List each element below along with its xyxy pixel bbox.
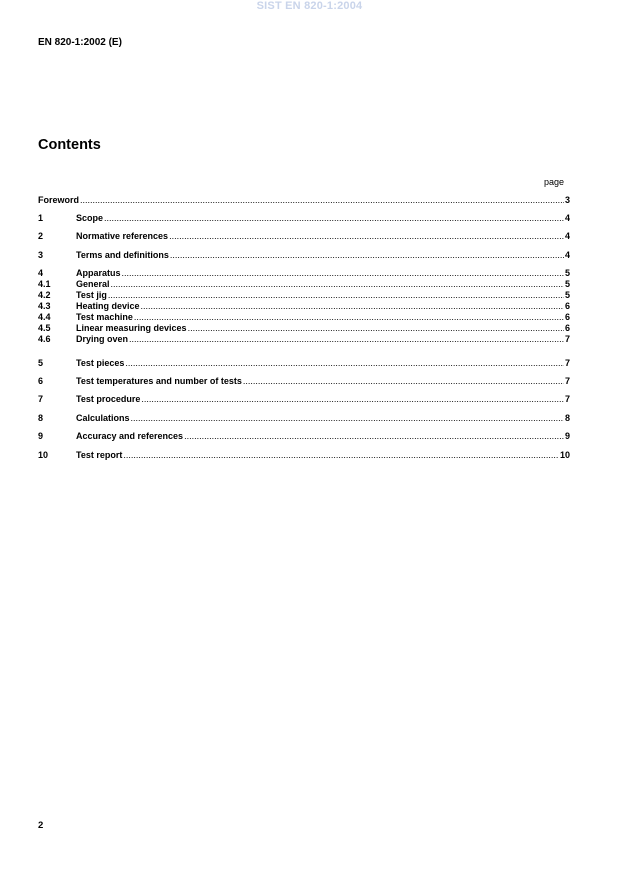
toc-entry-title: Linear measuring devices [76, 323, 187, 333]
toc-entry[interactable] [38, 413, 570, 424]
toc-leader-dots [123, 450, 559, 461]
toc-entry-page: 10 [559, 450, 570, 460]
toc-entry-number: 2 [38, 231, 44, 241]
watermark: SIST EN 820-1:2004 [256, 0, 363, 12]
toc-entry[interactable] [38, 290, 570, 301]
toc-leader-dots [125, 358, 564, 369]
toc-entry-title: Terms and definitions [76, 250, 169, 260]
toc-entry-number: 4.1 [38, 279, 51, 289]
toc-entry-page: 9 [564, 431, 570, 441]
toc-leader-dots [141, 394, 564, 405]
toc-leader-dots [122, 268, 564, 279]
toc-entry-page: 5 [564, 279, 570, 289]
toc-entry[interactable] [38, 376, 570, 387]
toc-entry-title: Calculations [76, 413, 130, 423]
toc-entry[interactable] [38, 431, 570, 442]
toc-entry-page: 7 [564, 376, 570, 386]
toc-entry-title: General [76, 279, 110, 289]
toc-entry-page: 4 [564, 250, 570, 260]
toc-entry-page: 5 [564, 268, 570, 278]
toc-leader-dots [141, 301, 564, 312]
toc-entry-number: 4.4 [38, 312, 51, 322]
toc-entry-number: 5 [38, 358, 44, 368]
toc-leader-dots [170, 250, 564, 261]
toc-leader-dots [188, 323, 564, 334]
toc-entry[interactable] [38, 213, 570, 224]
toc-leader-dots [243, 376, 564, 387]
toc-leader-dots [129, 334, 564, 345]
toc-leader-dots [108, 290, 564, 301]
toc-entry[interactable] [38, 301, 570, 312]
toc-entry[interactable] [38, 268, 570, 279]
toc-entry[interactable] [38, 312, 570, 323]
toc-entry[interactable] [38, 195, 570, 206]
toc-entry[interactable] [38, 250, 570, 261]
toc-entry-title: Test temperatures and number of tests [76, 376, 242, 386]
toc-entry[interactable] [38, 279, 570, 290]
toc-entry-page: 6 [564, 301, 570, 311]
contents-title: Contents [38, 137, 101, 153]
toc-entry-page: 7 [564, 394, 570, 404]
toc-entry-number: 6 [38, 376, 44, 386]
toc-entry-title: Test procedure [76, 394, 141, 404]
toc-entry-page: 4 [564, 213, 570, 223]
toc-entry-number: 1 [38, 213, 44, 223]
toc-entry-title: Drying oven [76, 334, 129, 344]
toc-entry-number: 4.5 [38, 323, 51, 333]
toc-entry-page: 7 [564, 358, 570, 368]
page-number: 2 [38, 820, 44, 831]
toc-entry-page: 8 [564, 413, 570, 423]
toc-entry-title: Normative references [76, 231, 169, 241]
toc-entry-title: Heating device [76, 301, 140, 311]
toc-entry[interactable] [38, 334, 570, 345]
toc-entry-title: Test report [76, 450, 123, 460]
toc-entry-title: Test machine [76, 312, 133, 322]
toc-entry-page: 6 [564, 312, 570, 322]
toc-entry-title: Test pieces [76, 358, 125, 368]
toc-entry-page: 5 [564, 290, 570, 300]
document-header: EN 820-1:2002 (E) [38, 37, 122, 48]
toc-entry-number: 4.2 [38, 290, 51, 300]
toc-leader-dots [104, 213, 564, 224]
toc-entry-number: 8 [38, 413, 44, 423]
toc-entry-number: 10 [38, 450, 49, 460]
toc-entry-page: 3 [564, 195, 570, 205]
toc-entry[interactable] [38, 358, 570, 369]
toc-entry-page: 4 [564, 231, 570, 241]
toc-entry-title: Apparatus [76, 268, 121, 278]
toc-leader-dots [169, 231, 564, 242]
toc-entry-number: 4 [38, 268, 44, 278]
toc-entry-number: 3 [38, 250, 44, 260]
toc-entry-page: 7 [564, 334, 570, 344]
toc-leader-dots [80, 195, 564, 206]
toc-entry-title: Foreword [38, 195, 80, 205]
toc-entry-number: 4.6 [38, 334, 51, 344]
toc-entry-title: Test jig [76, 290, 107, 300]
toc-entry[interactable] [38, 450, 570, 461]
toc-leader-dots [184, 431, 564, 442]
toc-entry-title: Scope [76, 213, 104, 223]
toc-entry[interactable] [38, 394, 570, 405]
toc-entry[interactable] [38, 323, 570, 334]
toc-leader-dots [111, 279, 564, 290]
toc-entry-page: 6 [564, 323, 570, 333]
page-column-label: page [544, 177, 565, 187]
toc-entry-number: 9 [38, 431, 44, 441]
toc-entry-number: 4.3 [38, 301, 51, 311]
toc-entry[interactable] [38, 231, 570, 242]
toc-entry-number: 7 [38, 394, 44, 404]
toc-leader-dots [131, 413, 564, 424]
toc-leader-dots [134, 312, 564, 323]
toc-entry-title: Accuracy and references [76, 431, 184, 441]
